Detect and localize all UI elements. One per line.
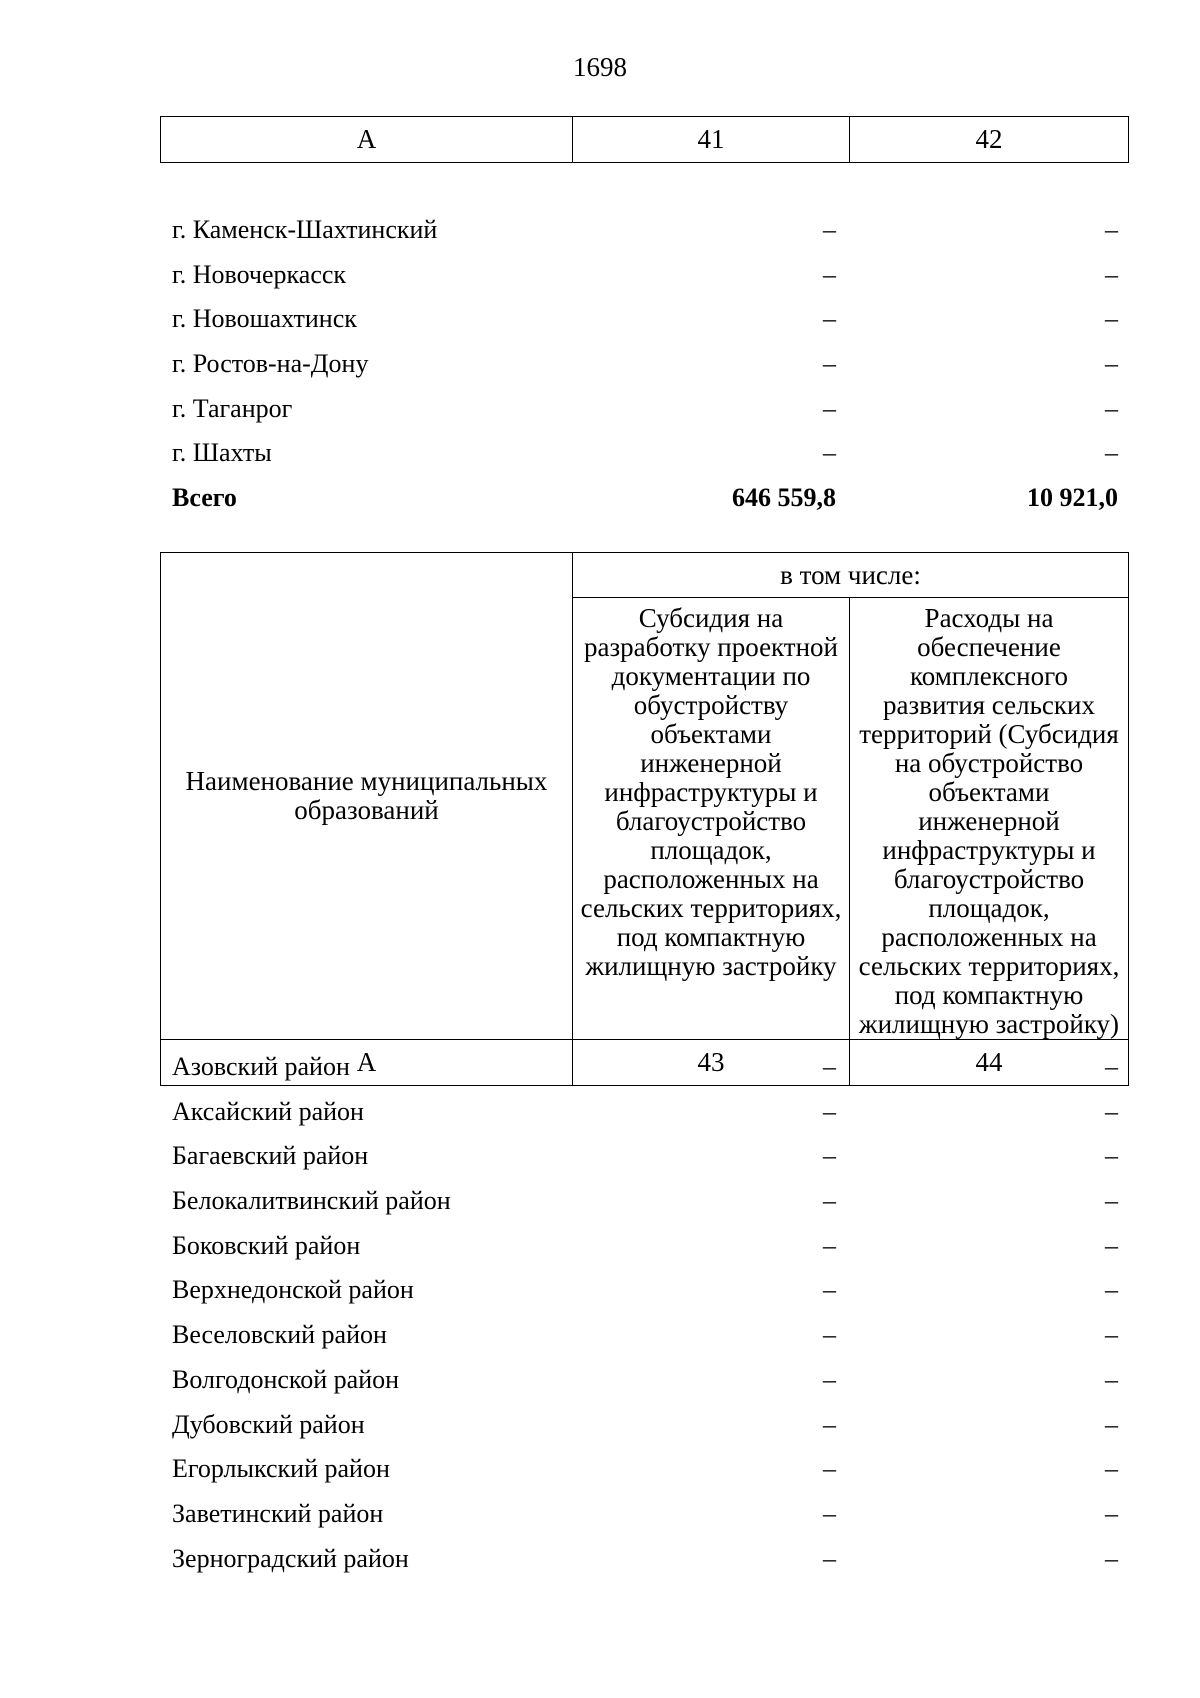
district-name: Багаевский район: [172, 1141, 369, 1171]
district-name: Белокалитвинский район: [172, 1186, 451, 1216]
table2-header: [160, 552, 1129, 1086]
district-name: Веселовский район: [172, 1320, 387, 1350]
municipality-name: г. Новошахтинск: [172, 304, 357, 334]
table-row: [172, 342, 1118, 387]
municipality-name: г. Таганрог: [172, 393, 293, 423]
total-row: [172, 476, 1118, 521]
table-row: [172, 1358, 1118, 1403]
value-44: –: [1105, 1543, 1118, 1573]
district-name: Аксайский район: [172, 1096, 364, 1126]
value-44: –: [1105, 1320, 1118, 1350]
district-name: Егорлыкский район: [172, 1454, 390, 1484]
value-42: –: [1105, 438, 1118, 468]
value-44: –: [1105, 1364, 1118, 1394]
value-44: –: [1105, 1096, 1118, 1126]
district-name: Верхнедонской район: [172, 1275, 414, 1305]
value-43: –: [823, 1320, 836, 1350]
table-row: [172, 1045, 1118, 1090]
value-43: –: [823, 1096, 836, 1126]
value-43: –: [823, 1498, 836, 1528]
total-value-42: 10 921,0: [1027, 483, 1118, 513]
table-row: [172, 1313, 1118, 1358]
value-41: –: [823, 215, 836, 244]
table1-body: [172, 208, 1118, 521]
value-43: –: [823, 1409, 836, 1439]
table-row: [172, 208, 1118, 253]
value-43: –: [823, 1230, 836, 1260]
column-code-41: 41: [573, 117, 850, 163]
value-42: –: [1105, 215, 1118, 244]
table-row: [172, 1537, 1118, 1582]
municipality-name: г. Новочеркасск: [172, 259, 347, 289]
table-row: [172, 387, 1118, 432]
value-41: –: [823, 259, 836, 289]
value-43: –: [823, 1275, 836, 1305]
district-name: Азовский район: [172, 1052, 350, 1081]
table-row: [172, 1134, 1118, 1179]
value-41: –: [823, 438, 836, 468]
value-44: –: [1105, 1275, 1118, 1305]
column-code-42: 42: [850, 117, 1129, 163]
value-43: –: [823, 1454, 836, 1484]
value-44: –: [1105, 1454, 1118, 1484]
district-name: Заветинский район: [172, 1498, 384, 1528]
value-42: –: [1105, 349, 1118, 379]
value-42: –: [1105, 304, 1118, 334]
column-code-44: 44: [850, 1040, 1129, 1086]
value-41: –: [823, 393, 836, 423]
value-43: –: [823, 1543, 836, 1573]
column-43-heading: Субсидия на разработку проектной документации по обустройству объектами инженерной инфраструктуры и благоустройство площадок, расположенных на сельских территориях, под компактную жилищную застройку: [573, 598, 850, 1040]
table-row: [172, 1179, 1118, 1224]
table1-column-codes: [161, 117, 1129, 163]
including-heading: в том числе:: [573, 553, 1129, 598]
value-43: –: [823, 1186, 836, 1216]
table-row: [172, 1268, 1118, 1313]
value-43: –: [823, 1052, 836, 1081]
value-44: –: [1105, 1498, 1118, 1528]
table-row: [172, 297, 1118, 342]
table-row: [172, 1492, 1118, 1537]
table-row: [172, 1090, 1118, 1135]
municipality-name: г. Шахты: [172, 438, 272, 468]
district-name: Волгодонской район: [172, 1364, 400, 1394]
value-43: –: [823, 1364, 836, 1394]
column-44-heading: Расходы на обеспечение комплексного развития сельских территорий (Субсидия на обустройство объектами инженерной инфраструктуры и благоустройство площадок, расположенных на сельских территориях, под компактную жилищную застройку): [850, 598, 1129, 1040]
district-name: Зерноградский район: [172, 1543, 409, 1573]
district-name: Боковский район: [172, 1230, 361, 1260]
total-label: Всего: [172, 483, 237, 513]
value-41: –: [823, 349, 836, 379]
value-41: –: [823, 304, 836, 334]
district-name: Дубовский район: [172, 1409, 365, 1439]
municipality-name-heading: Наименование муниципальных образований: [161, 553, 573, 1040]
table-row: [172, 431, 1118, 476]
value-43: –: [823, 1141, 836, 1171]
value-44: –: [1105, 1230, 1118, 1260]
table-row: [172, 253, 1118, 298]
table-row: [172, 1403, 1118, 1448]
municipality-name: г. Ростов-на-Дону: [172, 349, 369, 379]
column-code-a: А: [161, 117, 573, 163]
value-44: –: [1105, 1409, 1118, 1439]
total-value-41: 646 559,8: [732, 483, 836, 513]
table-row: [172, 1447, 1118, 1492]
municipality-name: г. Каменск-Шахтинский: [172, 215, 438, 244]
page-number: 1698: [573, 52, 627, 82]
column-code-43: 43: [573, 1040, 850, 1086]
value-44: –: [1105, 1052, 1118, 1081]
value-44: –: [1105, 1141, 1118, 1171]
value-44: –: [1105, 1186, 1118, 1216]
table2-body: [172, 1045, 1118, 1581]
value-42: –: [1105, 259, 1118, 289]
column-code-a: А: [161, 1040, 573, 1086]
table1-header: [160, 116, 1129, 163]
value-42: –: [1105, 393, 1118, 423]
table-row: [172, 1224, 1118, 1269]
